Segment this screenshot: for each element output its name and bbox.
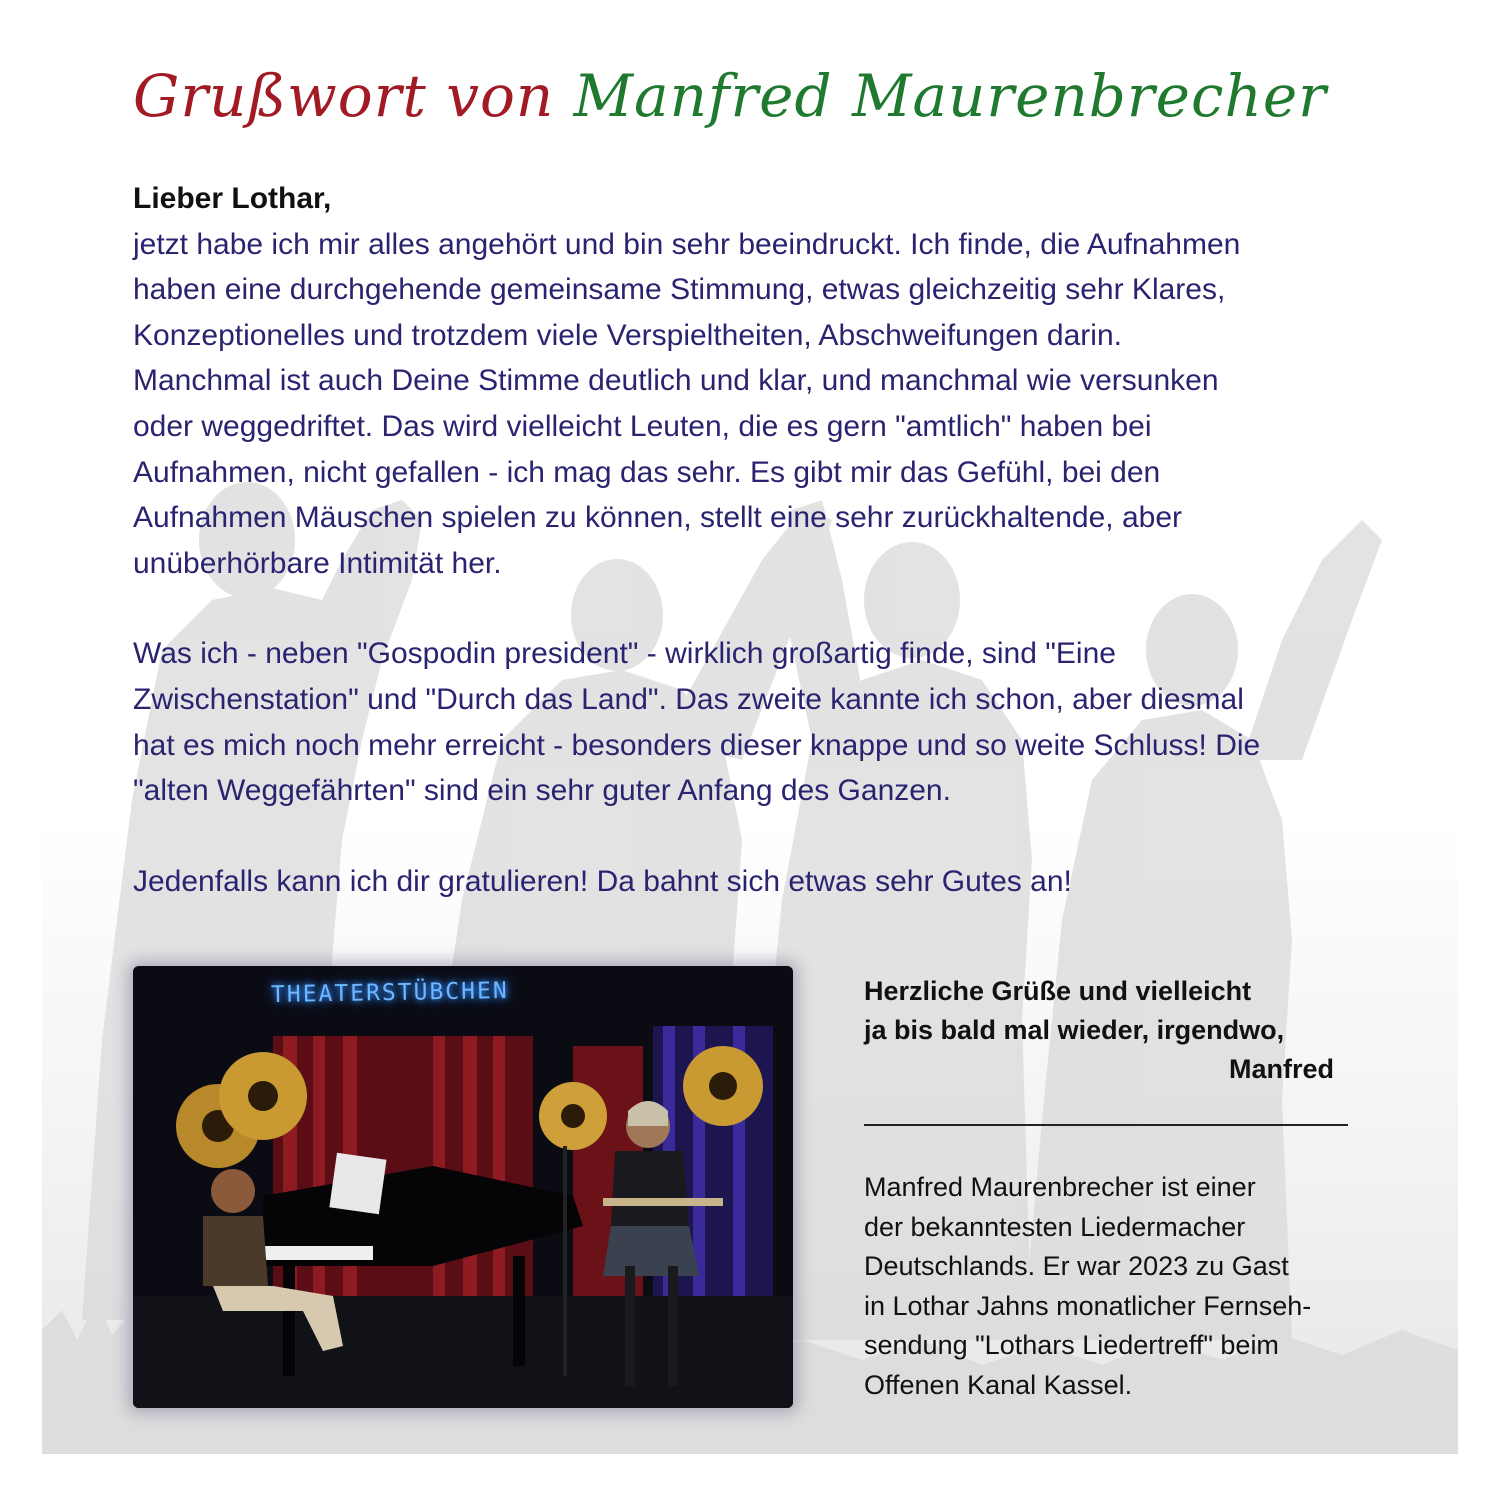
text-line: jetzt habe ich mir alles angehört und bin sehr beeindruckt. Ich finde, die Aufnahmen	[133, 227, 1241, 261]
text-line: unüberhörbare Intimität her.	[133, 546, 502, 580]
bio-line: Manfred Maurenbrecher ist einer	[864, 1172, 1256, 1202]
letter-paragraph-1	[133, 222, 1423, 587]
title-author-name: Manfred Maurenbrecher	[573, 62, 1327, 130]
stage-photo	[133, 966, 793, 1408]
bio-line: in Lothar Jahns monatlicher Fernseh-	[864, 1290, 1312, 1321]
letter-body	[133, 176, 1423, 904]
closing-line: ja bis bald mal wieder, irgendwo,	[864, 1015, 1285, 1045]
title-greeting-word: Grußwort von	[133, 62, 555, 130]
text-line: hat es mich noch mehr erreicht - besonders dieser knappe und so weite Schluss! Die	[133, 728, 1261, 762]
lamp-disc	[683, 1046, 763, 1126]
text-line: Aufnahmen, nicht gefallen - ich mag das sehr. Es gibt mir das Gefühl, bei den	[133, 455, 1161, 489]
text-line: Was ich - neben "Gospodin president" - wirklich großartig finde, sind "Eine	[133, 637, 1116, 671]
lamp-disc	[219, 1052, 307, 1140]
page-title	[133, 62, 1327, 130]
letter-paragraph-3	[133, 859, 1423, 905]
closing-greeting	[864, 972, 1354, 1089]
text-line: "alten Weggefährten" sind ein sehr guter Anfang des Ganzen.	[133, 774, 951, 808]
signature-name: Manfred	[1228, 1054, 1334, 1084]
letter-greeting: Lieber Lothar,	[133, 182, 332, 215]
theater-neon-sign: THEATERSTÜBCHEN	[270, 977, 509, 1009]
lamp-disc	[539, 1082, 607, 1150]
section-divider	[864, 1124, 1348, 1126]
text-line: oder weggedriftet. Das wird vielleicht Leuten, die es gern "amtlich" haben bei	[133, 409, 1152, 443]
letter-paragraph-2	[133, 631, 1423, 813]
text-line: Konzeptionelles und trotzdem viele Verspieltheiten, Abschweifungen darin.	[133, 318, 1122, 352]
bio-line: sendung "Lothars Liedertreff" beim	[864, 1330, 1279, 1360]
bio-line: Offenen Kanal Kassel.	[864, 1369, 1133, 1400]
text-line: Jedenfalls kann ich dir gratulieren! Da bahnt sich etwas sehr Gutes an!	[133, 864, 1072, 898]
author-bio	[864, 1168, 1424, 1405]
text-line: Aufnahmen Mäuschen spielen zu können, stellt eine sehr zurückhaltende, aber	[133, 501, 1182, 535]
text-line: Zwischenstation" und "Durch das Land". Das zweite kannte ich schon, aber diesmal	[133, 682, 1244, 716]
closing-line: Herzliche Grüße und vielleicht	[864, 976, 1252, 1006]
text-line: Manchmal ist auch Deine Stimme deutlich und klar, und manchmal wie versunken	[133, 364, 1219, 398]
text-line: haben eine durchgehende gemeinsame Stimmung, etwas gleichzeitig sehr Klares,	[133, 273, 1226, 307]
bio-line: Deutschlands. Er war 2023 zu Gast	[864, 1251, 1289, 1281]
stage-scene-illustration	[133, 966, 793, 1408]
bio-line: der bekanntesten Liedermacher	[864, 1211, 1246, 1242]
